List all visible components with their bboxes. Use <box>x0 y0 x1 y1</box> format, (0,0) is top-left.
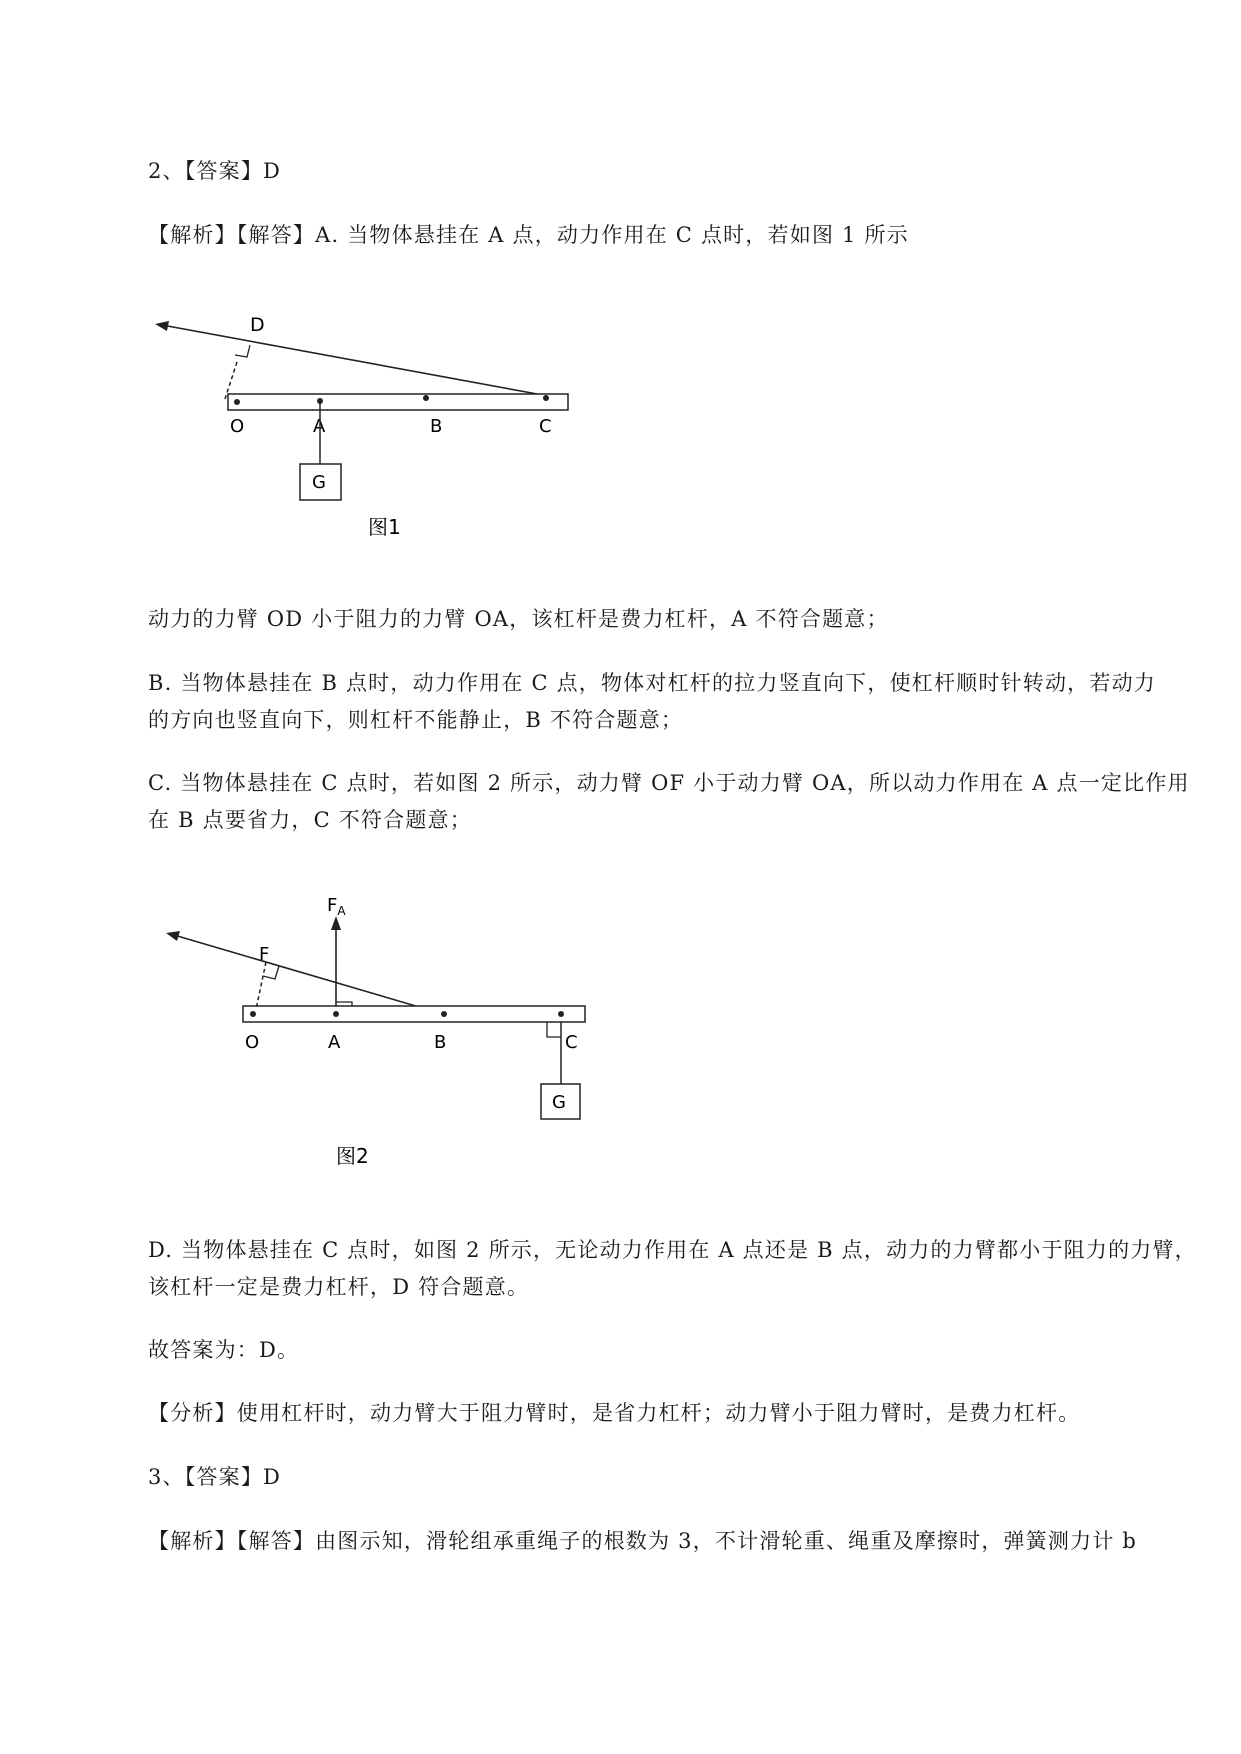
label-b: B <box>430 416 443 437</box>
q2-option-a: 动力的力臂 OD 小于阻力的力臂 OA，该杠杆是费力杠杆，A 不符合题意； <box>148 607 889 631</box>
q2-option-c-line2: 在 B 点要省力，C 不符合题意； <box>148 808 472 832</box>
point-b <box>441 1011 447 1017</box>
force-line <box>174 935 443 1014</box>
q2-option-d-line1: D. 当物体悬挂在 C 点时，如图 2 所示，无论动力作用在 A 点还是 B 点，动力的力臂都小于阻力的力臂， <box>148 1238 1197 1262</box>
label-o: O <box>230 416 245 437</box>
figure-1-diagram <box>150 305 590 545</box>
point-o <box>250 1011 256 1017</box>
q2-summary: 【分析】使用杠杆时，动力臂大于阻力臂时，是省力杠杆；动力臂小于阻力臂时，是费力杠杆。 <box>148 1401 1081 1425</box>
figure-2-diagram <box>160 880 600 1170</box>
q3-analysis: 【解析】【解答】由图示知，滑轮组承重绳子的根数为 3，不计滑轮重、绳重及摩擦时，弹簧测力计 b <box>148 1529 1138 1553</box>
point-d-label: D <box>250 314 265 336</box>
force-fa-label: $F_A$ <box>327 895 346 918</box>
point-a <box>333 1011 339 1017</box>
lever-bar <box>243 1006 585 1022</box>
label-c: C <box>565 1032 578 1053</box>
figure-1-caption: 图1 <box>368 515 401 539</box>
weight-label: G <box>552 1092 566 1113</box>
right-angle-mark <box>235 345 250 357</box>
q2-option-b-line1: B. 当物体悬挂在 B 点时，动力作用在 C 点，物体对杠杆的拉力竖直向下，使杠杆顺时针转动，若动力 <box>148 671 1156 695</box>
point-b <box>423 395 429 401</box>
force-line <box>162 325 548 396</box>
point-c <box>543 395 549 401</box>
q2-option-b-line2: 的方向也竖直向下，则杠杆不能静止，B 不符合题意； <box>148 708 684 732</box>
weight-label: G <box>312 472 326 493</box>
point-o <box>234 399 240 405</box>
q2-option-d-line2: 该杠杆一定是费力杠杆，D 符合题意。 <box>148 1275 530 1299</box>
label-a: A <box>328 1032 341 1053</box>
label-a: A <box>313 416 326 437</box>
force-arrowhead <box>155 321 169 331</box>
q2-answer: 2、【答案】D <box>148 159 282 183</box>
figure-2 <box>160 880 600 1174</box>
force-arrowhead <box>166 931 180 941</box>
label-c: C <box>539 416 552 437</box>
point-f-label: F <box>259 944 270 965</box>
q2-analysis-intro: 【解析】【解答】A. 当物体悬挂在 A 点，动力作用在 C 点时，若如图 1 所示 <box>148 223 909 247</box>
q3-answer: 3、【答案】D <box>148 1465 282 1489</box>
q2-conclusion: 故答案为：D。 <box>148 1338 300 1362</box>
figure-1 <box>150 305 590 549</box>
point-c <box>558 1011 564 1017</box>
lever-bar <box>228 394 568 410</box>
label-o: O <box>245 1032 260 1053</box>
right-angle-c <box>547 1022 561 1037</box>
figure-2-caption: 图2 <box>336 1144 369 1168</box>
label-b: B <box>434 1032 447 1053</box>
right-angle-f <box>263 966 279 979</box>
q2-option-c-line1: C. 当物体悬挂在 C 点时，若如图 2 所示，动力臂 OF 小于动力臂 OA，所以动力作用在 A 点一定比作用 <box>148 771 1190 795</box>
force-fa-arrowhead <box>331 916 341 930</box>
